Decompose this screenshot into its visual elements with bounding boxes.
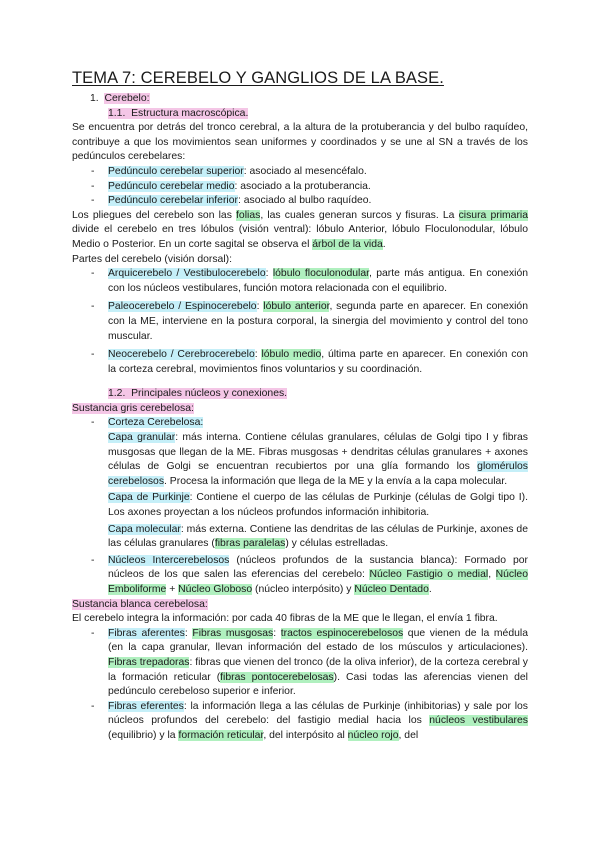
text-run: : [265,268,273,280]
list-item-text: , parte más antigua. En conexión con los núcleos vestibulares, función motora relacionada con el equilibrio. [108,268,529,294]
list-item [72,300,528,344]
list-item [72,267,528,296]
highlight-term: lóbulo anterior [263,301,330,313]
text-run: . [428,584,432,595]
text-run: , del interpósito al [263,729,348,741]
highlight-term: Pedúnculo cerebelar medio [108,180,235,192]
purkinje-layer [108,491,528,520]
folds-paragraph [72,209,528,253]
text-run: Los pliegues del cerebelo son las [72,209,237,221]
highlight-term: Corteza Cerebelosa: [108,417,204,429]
text-run: (equilibrio) y la [108,729,179,741]
subsection-number: 1.2. [108,388,126,400]
list-item [72,416,528,551]
highlight-term: fibras paralelas [214,538,286,550]
highlight-term: Capa molecular [108,523,181,535]
text-run: : [256,301,264,313]
highlight-term: árbol de la vida [312,238,383,250]
list-item [72,700,528,744]
gray-matter-list [72,416,528,597]
text-run: : Contiene el cuerpo de las células de Purkinje (células de Golgi tipo I). Los axones proyectan a los núcleos profundos información inhibitoria. [108,492,528,519]
parts-list [72,267,528,377]
text-run: ). Casi todas las aferencias vienen del pedúnculo cerebeloso superior e inferior. [108,671,528,698]
list-item-text: , última parte en aparecer. En conexión con la corteza cerebral, movimientos finos voluntarios y su coordinación. [108,349,528,375]
highlight-term: Capa de Purkinje [108,492,190,504]
list-item [72,165,528,180]
text-run: : más interna. Contiene células granulares, células de Golgi tipo I y fibras musgosas que llegan de la ME. Fibras musgosas + dendritas células granulares + axones células de Golgi se encuentran recubiertos por una glía formando los [108,432,528,473]
highlight-term: Neocerebelo / Cerebrocerebelo [108,349,255,361]
highlight-heading: Sustancia blanca cerebelosa: [72,598,208,610]
subsection-highlight [108,108,248,119]
list-item [72,627,528,700]
highlight-term: Núcleo Fastigio o medial [369,569,489,581]
highlight-term: Capa granular [108,432,176,444]
highlight-term: fibras pontocerebelosas [220,671,334,683]
text-run: (núcleo interpósito) y [252,584,355,595]
white-matter-list [72,627,528,744]
highlight-term: Núcleos Intercerebelosos [108,554,230,566]
text-run: , del [398,729,419,741]
text-run: + [166,584,179,595]
section-heading-cerebelo [72,92,528,107]
intro-paragraph: Se encuentra por detrás del tronco cerebral, a la altura de la protuberancia y del bulbo raquídeo, contribuye a que los movimientos sean uniformes y coordinados y se une al SN a través de los pedúnculos cerebelares: [72,122,528,163]
highlight-term: Fibras musgosas [192,627,274,639]
molecular-layer [108,523,528,552]
highlight-term: Núcleo Emboliforme [108,569,528,595]
highlight-term: Fibras eferentes [108,700,184,712]
subsection-label: Estructura macroscópica. [131,107,249,119]
highlight-term: folias [236,209,261,221]
list-item-text: : asociado al mesencéfalo. [243,165,367,177]
highlight-term: Pedúnculo cerebelar inferior [108,195,238,207]
text-run: : [254,349,262,361]
white-matter-heading [72,598,528,613]
highlight-term: Fibras trepadoras [108,656,190,668]
cortex-term-line [108,416,528,431]
highlight-term: glomérulos cerebelosos [108,461,528,487]
highlight-term: núcleo rojo [347,729,399,741]
text-run: : la información llega a las células de Purkinje (inhibitorias) y sale por los núcleos profundos del cerebelo: del fastigio medial hacia los [108,700,528,727]
section-number: 1. [90,93,99,104]
highlight-term: Núcleo Dentado [354,584,429,595]
subsection-heading-nucleos [72,387,528,402]
highlight-term: núcleos vestibulares [429,715,528,727]
page-title: TEMA 7: CEREBELO Y GANGLIOS DE LA BASE. [72,69,444,87]
highlight-term: lóbulo floculonodular [272,268,370,280]
highlight-term: formación reticular [178,729,264,741]
text-run: ) y células estrelladas. [285,538,389,550]
list-item [72,194,528,209]
list-item-text: : asociado al bulbo raquídeo. [237,195,372,207]
text-run: divide el cerebelo en tres lóbulos (visión ventral): lóbulo Anterior, lóbulo Floculonodular, lóbulo Medio o Posterior. En un corte sagital se observa el [72,224,528,250]
peduncle-list [72,165,528,209]
highlight-term: Arquicerebelo / Vestibulocerebelo [108,268,266,280]
list-item [72,554,528,598]
text-run: . [382,238,386,250]
highlight-term: tractos espinocerebelosos [280,627,404,639]
text-run: , las cuales generan surcos y fisuras. La [260,209,459,221]
granular-layer [108,431,528,489]
highlight-term: Núcleo Globoso [178,584,253,595]
text-run: : más externa. Contiene las dendritas de las células de Purkinje, axones de las células granulares ( [108,523,528,550]
list-item-text: , segunda parte en aparecer. En conexión con la ME, interviene en la postura corporal, la sinergia del movimiento y control del tono muscular. [108,301,528,342]
section-label: Cerebelo: [104,93,150,104]
highlight-term: lóbulo medio [261,349,322,361]
subsection-heading-estructura [72,107,528,122]
white-matter-intro: El cerebelo integra la información: por cada 40 fibras de la ME que le llegan, el envía 1 fibra. [72,613,498,625]
text-run: , [488,569,496,581]
text-run: : fibras que vienen del tronco (de la oliva inferior), de la corteza cerebral y la formación reticular ( [108,656,529,683]
gray-matter-heading [72,402,528,417]
highlight-term: Paleocerebelo / Espinocerebelo [108,301,257,313]
list-item [72,180,528,195]
list-item [72,348,528,377]
text-run: : [184,627,193,639]
document-body [72,68,528,744]
text-run: (núcleos profundos de la sustancia blanca): Formado por núcleos de los que salen las eferencias del cerebelo: [108,554,529,581]
subsection-label: Principales núcleos y conexiones. [131,388,288,400]
text-run: que vienen de la médula (en la capa granular, llevan información del estado de los músculos y articulaciones). [108,627,528,654]
text-run: . Procesa la información que llega de la ME y la envía a la capa molecular. [164,475,508,487]
subsection-number: 1.1. [108,107,126,119]
subsection-highlight [108,388,287,399]
highlight-term: Pedúnculo cerebelar superior [108,165,244,177]
text-run: : [273,627,281,639]
highlight-term: Fibras aferentes [108,627,185,639]
highlight-term: cisura primaria [458,209,528,221]
parts-label: Partes del cerebelo (visión dorsal): [72,253,232,265]
highlight-heading: Sustancia gris cerebelosa: [72,402,194,414]
list-item-text: : asociado a la protuberancia. [234,180,371,192]
